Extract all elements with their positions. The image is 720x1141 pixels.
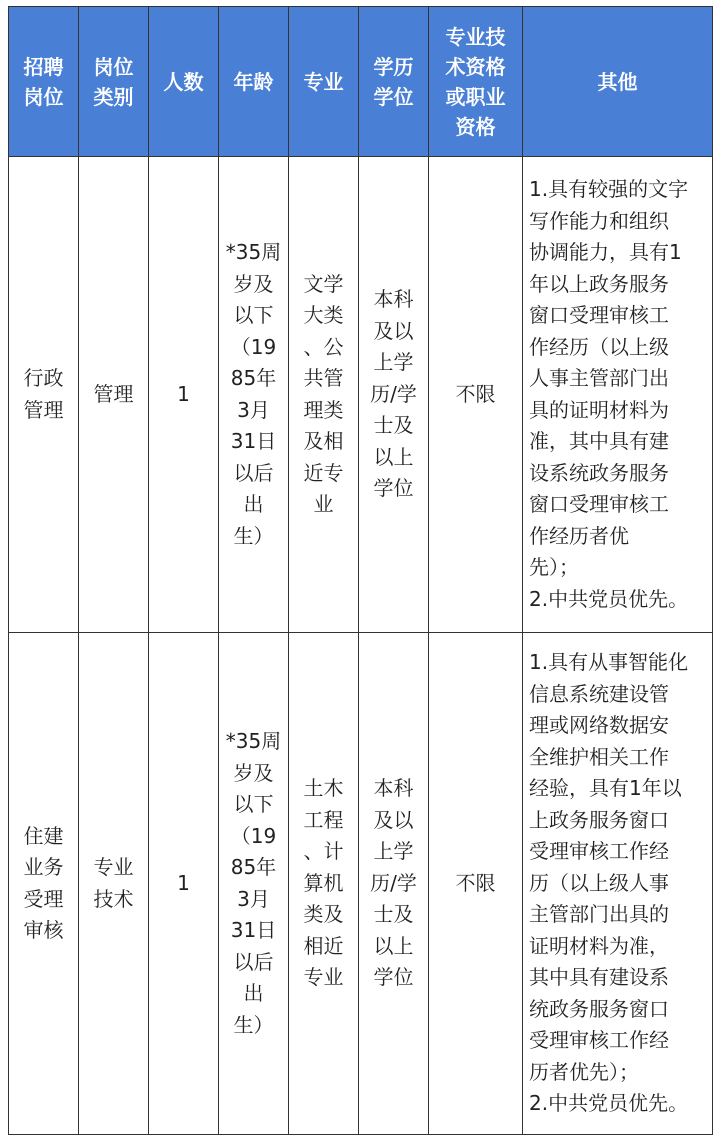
text-line: 专业	[303, 965, 344, 990]
cell-category	[79, 633, 149, 1135]
text-line: 生）	[233, 523, 274, 548]
text-line: 31日	[230, 918, 277, 942]
text-line: 受理审核工作经	[529, 1028, 669, 1053]
text-line: 理或网络数据安	[529, 713, 669, 738]
text-line: 业务	[23, 855, 64, 879]
text-line: 行政	[23, 366, 64, 390]
text-line: 理类	[303, 397, 344, 422]
table-header-row	[9, 7, 713, 157]
text-line: 作经历（以上级	[529, 334, 669, 359]
text-line: 上学	[373, 839, 414, 864]
text-line: 1.具有从事智能化	[529, 650, 689, 675]
text-line: 3月	[237, 886, 270, 911]
text-line: （19	[230, 334, 277, 359]
text-line: 出	[243, 981, 264, 1005]
text-line: 生）	[233, 1012, 274, 1037]
text-line: 准，其中具有建	[529, 429, 669, 453]
text-line: 招聘	[23, 54, 64, 79]
text-line: *35周	[225, 729, 282, 753]
cell-category	[79, 157, 149, 633]
text-line: 作经历者优	[529, 523, 629, 548]
text-line: 管理	[23, 397, 64, 422]
text-line: 本科	[373, 776, 414, 801]
text-line: 土木	[303, 776, 344, 801]
text-line: 及以	[373, 318, 414, 343]
text-line: 士及	[373, 902, 414, 927]
cell-major	[289, 157, 359, 633]
text-line: 信息系统建设管	[529, 681, 669, 706]
text-line: 专业技	[445, 24, 506, 49]
text-line: 其中具有建设系	[529, 965, 669, 990]
text-line: 共管	[303, 366, 344, 390]
text-line: 岗位	[93, 54, 134, 79]
text-line: 统政务服务窗口	[529, 996, 669, 1021]
cell-position	[9, 633, 79, 1135]
text-line: 专业	[303, 69, 344, 94]
text-line: 85年	[230, 366, 277, 390]
text-line: 以上	[373, 444, 414, 469]
recruitment-table	[8, 6, 713, 1135]
text-line: 算机	[303, 870, 344, 895]
text-line: 设系统政务服务	[529, 460, 669, 485]
cell-qualification: 不限	[429, 633, 523, 1135]
text-line: 窗口受理审核工	[529, 492, 669, 516]
table-row	[9, 633, 713, 1135]
text-line: 协调能力，具有1	[529, 240, 682, 264]
text-line: 相近	[303, 933, 344, 958]
text-line: 以上	[373, 933, 414, 958]
text-line: 出	[243, 492, 264, 516]
text-line: 以后	[233, 949, 274, 974]
cell-age	[219, 157, 289, 633]
text-line: 类别	[93, 84, 134, 109]
text-line: 管理	[93, 381, 134, 406]
header-other	[523, 7, 713, 157]
text-line: 住建	[23, 823, 64, 848]
text-line: 主管部门出具的	[529, 902, 669, 927]
text-line: 岁及	[233, 271, 274, 296]
cell-count: 1	[149, 633, 219, 1135]
text-line: 全维护相关工作	[529, 744, 669, 769]
header-education	[359, 7, 429, 157]
text-line: 及相	[303, 429, 344, 453]
text-line: 、计	[303, 839, 344, 864]
text-line: 业	[313, 492, 334, 516]
header-category	[79, 7, 149, 157]
text-line: 历（以上级人事	[529, 870, 669, 895]
text-line: *35周	[225, 240, 282, 264]
cell-qualification: 不限	[429, 157, 523, 633]
text-line: 以后	[233, 460, 274, 485]
text-line: 以下	[233, 303, 274, 327]
text-line: 先）；	[529, 555, 579, 579]
text-line: 士及	[373, 413, 414, 438]
header-major	[289, 7, 359, 157]
text-line: 文学	[303, 271, 344, 296]
text-line: 85年	[230, 855, 277, 879]
text-line: 技术	[93, 886, 134, 911]
text-line: 写作能力和组织	[529, 208, 669, 233]
cell-age	[219, 633, 289, 1135]
text-line: 历/学	[370, 381, 417, 406]
text-line: 术资格	[445, 54, 506, 79]
text-line: 受理审核工作经	[529, 839, 669, 864]
header-position	[9, 7, 79, 157]
text-line: 审核	[23, 918, 64, 942]
text-line: 学位	[373, 84, 414, 109]
text-line: 及以	[373, 807, 414, 832]
text-line: 学位	[373, 476, 414, 501]
text-line: 1.具有较强的文字	[529, 177, 689, 201]
text-line: 人数	[163, 69, 204, 94]
header-qualification	[429, 7, 523, 157]
text-line: 具的证明材料为	[529, 397, 669, 422]
text-line: 资格	[455, 114, 496, 139]
text-line: 本科	[373, 287, 414, 312]
text-line: 31日	[230, 429, 277, 453]
text-line: 或职业	[445, 84, 506, 109]
text-line: 岁及	[233, 760, 274, 785]
table-row	[9, 157, 713, 633]
text-line: 人事主管部门出	[529, 366, 669, 390]
text-line: 近专	[303, 460, 344, 485]
text-line: 类及	[303, 902, 344, 927]
cell-count: 1	[149, 157, 219, 633]
text-line: 大类	[303, 303, 344, 327]
text-line: 学位	[373, 965, 414, 990]
text-line: 2.中共党员优先。	[529, 1091, 689, 1116]
text-line: 年以上政务服务	[529, 271, 669, 296]
text-line: 上政务服务窗口	[529, 807, 669, 832]
text-line: 工程	[303, 807, 344, 832]
header-age	[219, 7, 289, 157]
cell-position	[9, 157, 79, 633]
text-line: 以下	[233, 792, 274, 816]
text-line: 岗位	[23, 84, 64, 109]
text-line: 经验，具有1年以	[529, 776, 682, 801]
text-line: 证明材料为准，	[529, 933, 669, 958]
header-count	[149, 7, 219, 157]
text-line: 3月	[237, 397, 270, 422]
text-line: 专业	[93, 855, 134, 879]
text-line: 其他	[597, 69, 638, 94]
cell-other	[523, 157, 713, 633]
text-line: 历者优先）；	[529, 1059, 639, 1084]
text-line: 、公	[303, 334, 344, 359]
text-line: （19	[230, 823, 277, 848]
text-line: 年龄	[233, 69, 274, 94]
cell-major	[289, 633, 359, 1135]
cell-education	[359, 157, 429, 633]
cell-other	[523, 633, 713, 1135]
text-line: 历/学	[370, 870, 417, 895]
text-line: 窗口受理审核工	[529, 303, 669, 327]
cell-education	[359, 633, 429, 1135]
text-line: 学历	[373, 54, 414, 79]
text-line: 上学	[373, 350, 414, 375]
text-line: 2.中共党员优先。	[529, 586, 689, 611]
text-line: 受理	[23, 886, 64, 911]
